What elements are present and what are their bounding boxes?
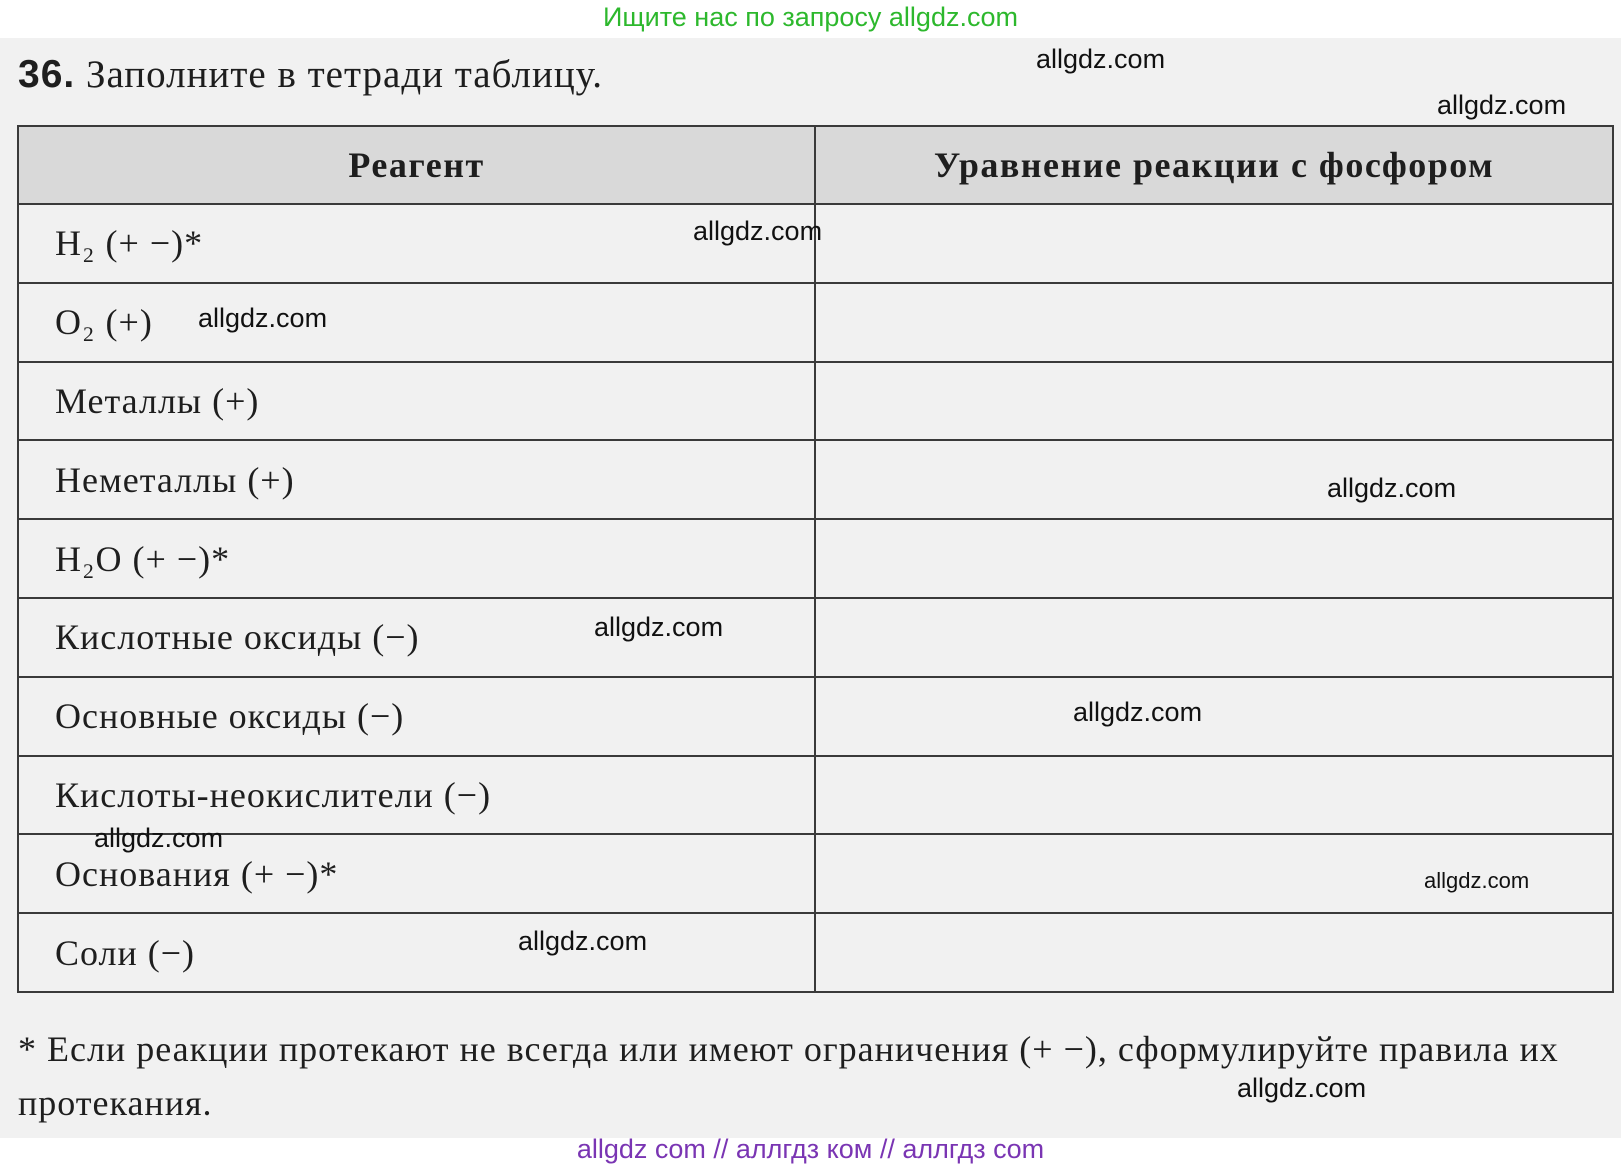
- equation-cell: [815, 598, 1613, 677]
- table-row: [18, 598, 1613, 677]
- watermark: allgdz.com: [1424, 868, 1530, 893]
- footnote: * Если реакции протекают не всегда или имеют ограничения (+ −), сформулируйте правила их протекания.: [18, 1029, 1559, 1123]
- reagent-cell: O₂ (+): [18, 283, 815, 362]
- watermark: allgdz.com: [1036, 44, 1166, 74]
- table-row: [18, 362, 1613, 441]
- top-banner: Ищите нас по запросу allgdz.com: [603, 2, 1018, 32]
- watermark: allgdz.com: [94, 823, 224, 853]
- task-heading: [18, 52, 603, 97]
- reagent-cell: H₂O (+ −)*: [18, 519, 815, 598]
- header-equation: Уравнение реакции с фосфором: [815, 126, 1613, 204]
- equation-cell: [815, 204, 1613, 283]
- watermark: allgdz.com: [518, 926, 648, 956]
- watermark: allgdz.com: [1237, 1073, 1367, 1103]
- reagent-cell: Кислотные оксиды (−): [18, 598, 815, 677]
- reagent-cell: Кислоты-неокислители (−): [18, 756, 815, 835]
- table-row: [18, 834, 1613, 913]
- watermark: allgdz.com: [1437, 90, 1567, 120]
- table-row: [18, 913, 1613, 992]
- equation-cell: [815, 913, 1613, 992]
- task-number: 36.: [18, 53, 76, 96]
- equation-cell: [815, 519, 1613, 598]
- table-row: [18, 677, 1613, 756]
- table-row: [18, 519, 1613, 598]
- table-header-row: [18, 126, 1613, 204]
- bottom-banner: allgdz com // аллгдз ком // аллгдз com: [576, 1134, 1045, 1164]
- reagent-cell: Неметаллы (+): [18, 440, 815, 519]
- equation-cell: [815, 756, 1613, 835]
- watermark: allgdz.com: [1073, 697, 1203, 727]
- watermark: allgdz.com: [594, 612, 724, 642]
- equation-cell: [815, 677, 1613, 756]
- reagent-cell: Основания (+ −)*: [18, 834, 815, 913]
- reagent-cell: Основные оксиды (−): [18, 677, 815, 756]
- watermark: allgdz.com: [1327, 473, 1457, 503]
- watermark: allgdz.com: [198, 303, 328, 333]
- reagent-cell: Металлы (+): [18, 362, 815, 441]
- reagent-cell: Соли (−): [18, 913, 815, 992]
- task-text: Заполните в тетради таблицу.: [85, 53, 604, 96]
- table-row: [18, 756, 1613, 835]
- watermark: allgdz.com: [693, 216, 823, 246]
- equation-cell: [815, 283, 1613, 362]
- reagent-table: [17, 125, 1614, 993]
- header-reagent: Реагент: [18, 126, 815, 204]
- equation-cell: [815, 362, 1613, 441]
- reagent-cell: H₂ (+ −)*: [18, 204, 815, 283]
- equation-cell: [815, 440, 1613, 519]
